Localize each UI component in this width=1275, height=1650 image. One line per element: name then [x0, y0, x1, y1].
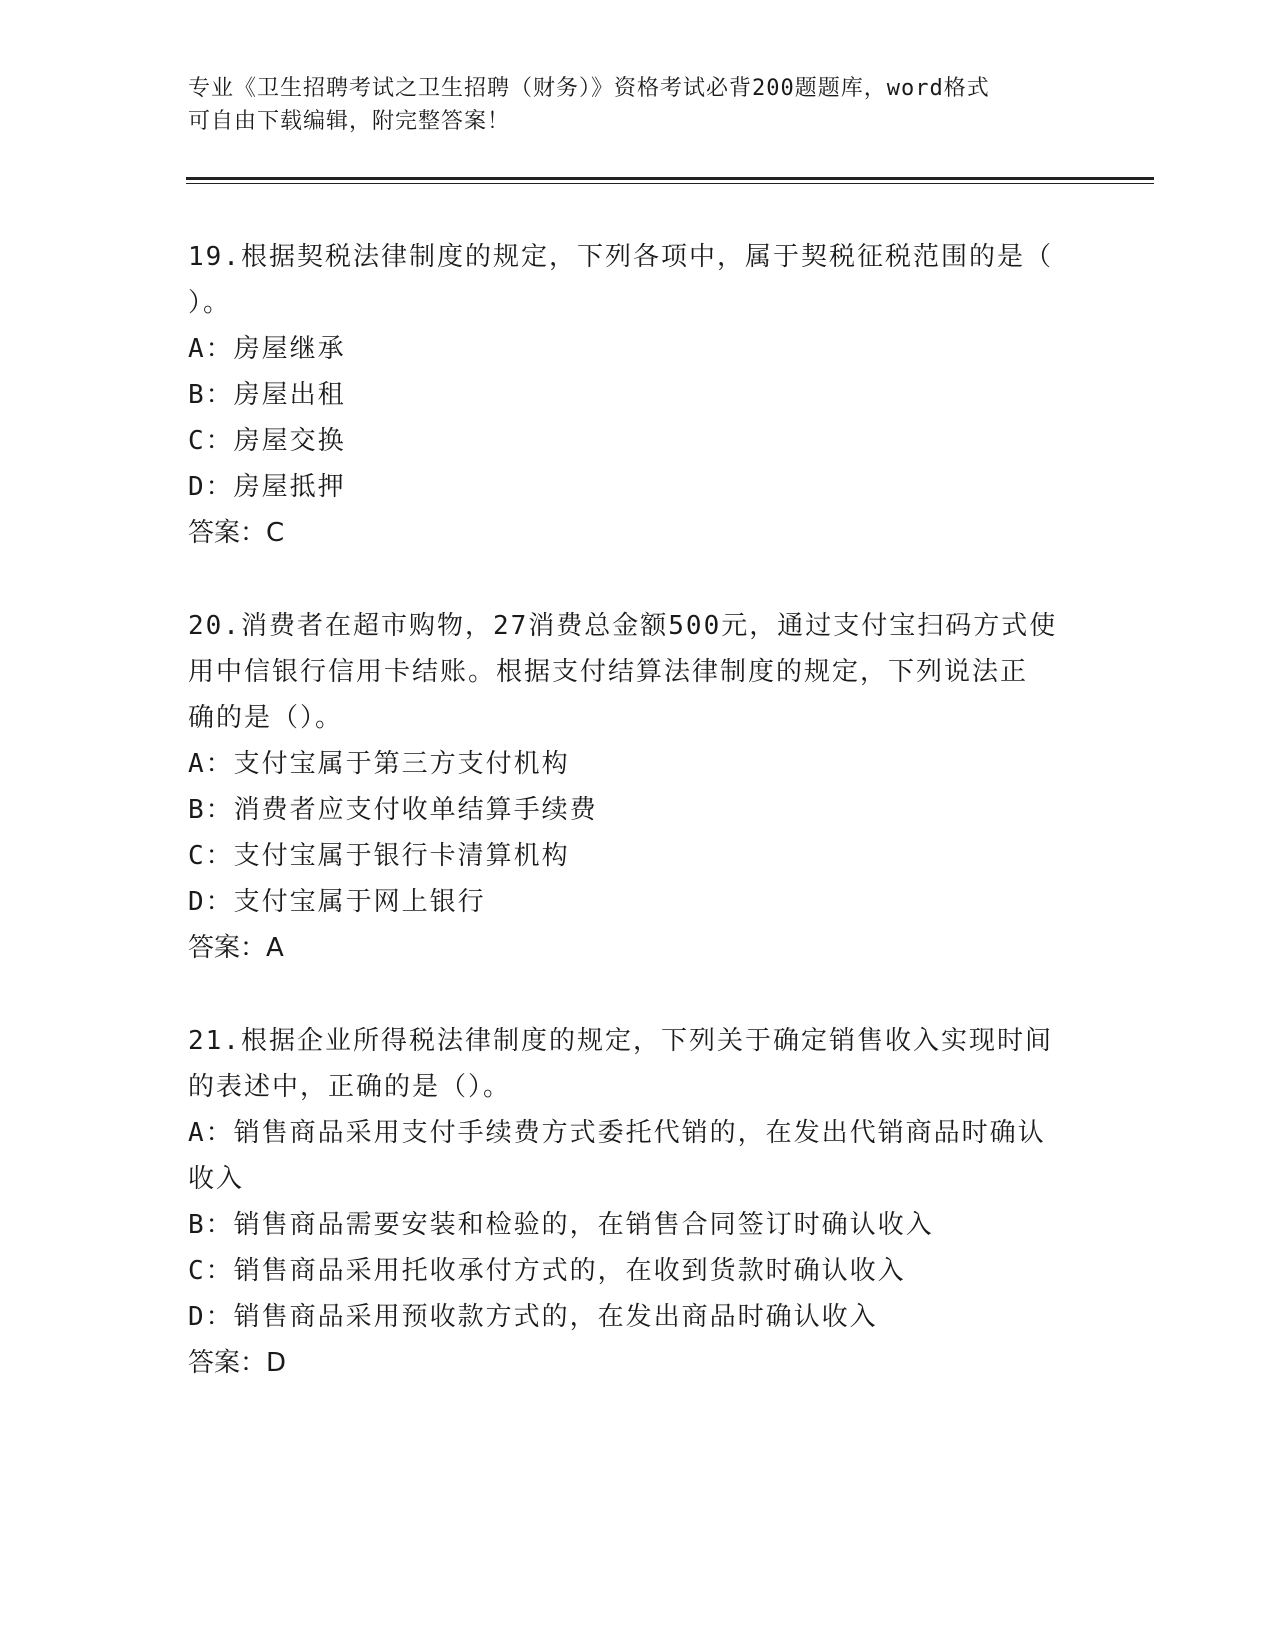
answer-label: 答案：: [188, 1348, 267, 1378]
option-d: D：房屋抵押: [188, 472, 346, 502]
answer-label: 答案：: [188, 518, 267, 548]
question-21: [188, 1018, 1088, 1386]
document-header: [188, 72, 1068, 138]
question-19: [188, 234, 1088, 556]
answer-line: [188, 510, 1088, 556]
option-a-continued: 收入: [188, 1164, 245, 1194]
question-stem-line: 用中信银行信用卡结账。根据支付结算法律制度的规定，下列说法正: [188, 657, 1029, 687]
option-b: B：消费者应支付收单结算手续费: [188, 795, 598, 825]
option-b: B：房屋出租: [188, 380, 346, 410]
answer-value: A: [266, 933, 284, 963]
question-20: [188, 603, 1088, 971]
header-divider-thin: [186, 183, 1154, 184]
question-stem-line: 21.根据企业所得税法律制度的规定，下列关于确定销售收入实现时间: [188, 1026, 1053, 1056]
option-a: A：支付宝属于第三方支付机构: [188, 749, 570, 779]
header-line-1: 专业《卫生招聘考试之卫生招聘（财务）》资格考试必背200题题库，word格式: [188, 76, 990, 101]
answer-label: 答案：: [188, 933, 267, 963]
option-a: A：销售商品采用支付手续费方式委托代销的，在发出代销商品时确认: [188, 1118, 1046, 1148]
header-divider-thick: [186, 177, 1154, 180]
option-d: D：支付宝属于网上银行: [188, 887, 486, 917]
option-b: B：销售商品需要安装和检验的，在销售合同签订时确认收入: [188, 1210, 934, 1240]
option-c: C：支付宝属于银行卡清算机构: [188, 841, 570, 871]
question-stem-line: 的表述中，正确的是（）。: [188, 1072, 512, 1102]
answer-line: [188, 925, 1088, 971]
question-stem-line: 确的是（）。: [188, 703, 344, 733]
header-line-2: 可自由下载编辑，附完整答案！: [188, 109, 511, 134]
question-stem-line: 19.根据契税法律制度的规定，下列各项中，属于契税征税范围的是（: [188, 242, 1053, 272]
option-c: C：房屋交换: [188, 426, 346, 456]
answer-value: C: [266, 518, 285, 548]
option-c: C：销售商品采用托收承付方式的，在收到货款时确认收入: [188, 1256, 906, 1286]
option-d: D：销售商品采用预收款方式的，在发出商品时确认收入: [188, 1302, 878, 1332]
option-a: A：房屋继承: [188, 334, 346, 364]
answer-value: D: [266, 1348, 287, 1378]
answer-line: [188, 1340, 1088, 1386]
question-stem-line: 20.消费者在超市购物，27消费总金额500元，通过支付宝扫码方式使: [188, 611, 1058, 641]
question-stem-line: ）。: [188, 288, 232, 318]
